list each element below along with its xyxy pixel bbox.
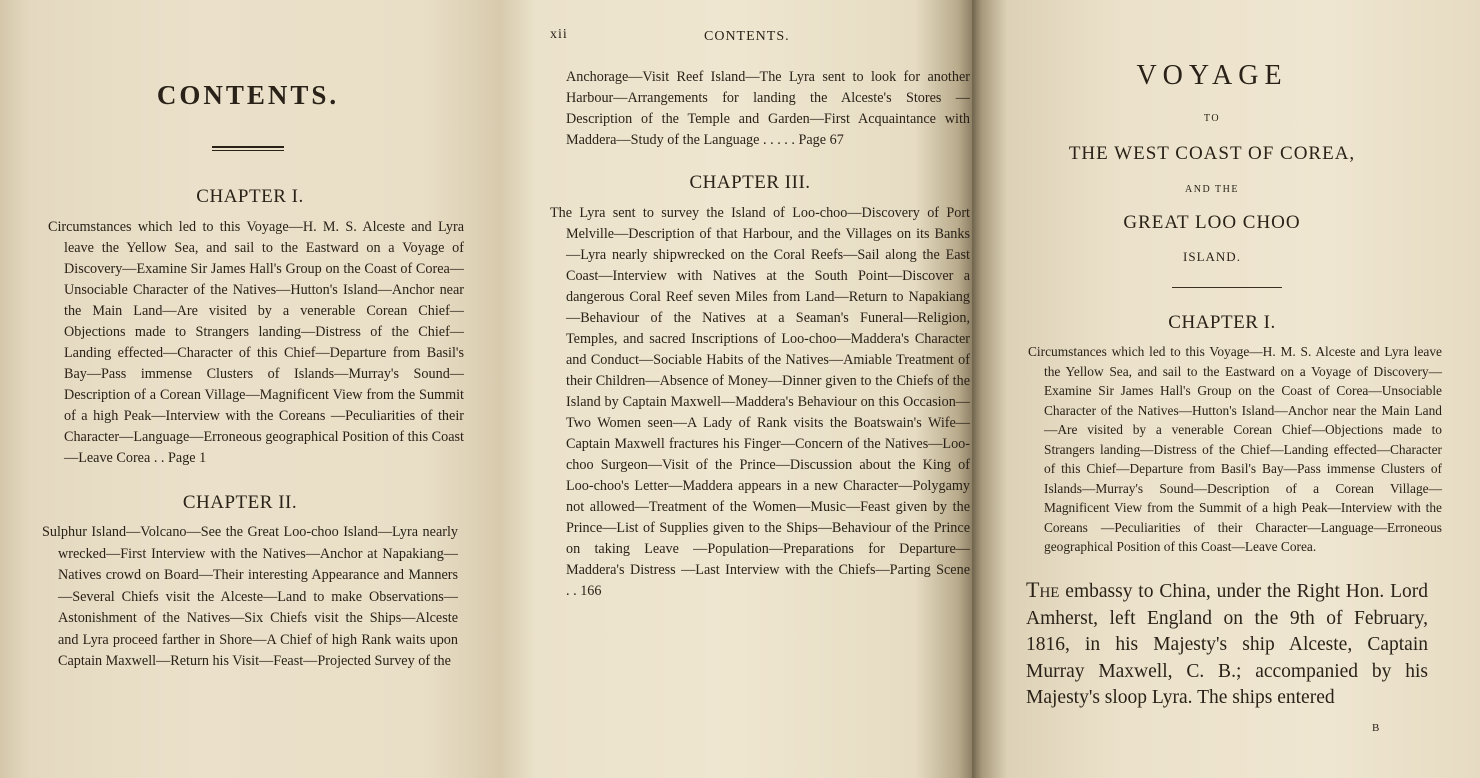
signature-mark: B xyxy=(1372,722,1380,734)
chapter-1-synopsis xyxy=(48,217,464,469)
title-voyage: VOYAGE xyxy=(1136,60,1288,91)
right-page xyxy=(972,0,1480,778)
double-rule xyxy=(212,146,284,151)
chapter-3-synopsis-text: The Lyra sent to survey the Island of Loo-choo—Discovery of Port Melville—Description of that Harbour, and the Villages on its Banks—Lyra nearly shipwrecked on the Coral Reefs—Sail along the East Coast—Interview with Natives at the South Point—Discover a dangerous Coral Reef seven Miles from Land—Return to Napakiang—Behaviour of the Natives at a Seaman's Funeral—Religion, Temples, and sacred Inscriptions of Loo-choo—Maddera's Character and Conduct—Sociable Habits of the Natives—Amiable Treatment of their Children—Absence of Money—Dinner given to the Chiefs of the Island by Captain Maxwell—Maddera's Behaviour on this Occasion—Two Women seen—A Lady of Rank visits the Boatswain's Wife—Captain Maxwell fractures his Finger—Concern of the Natives—Loo-choo Surgeon—Visit of the Prince—Discussion about the King of Loo-choo's Letter—Maddera appears in a new Character—Polygamy not allowed—Treatment of the Women—Music—Feast given by the Prince—List of Supplies given to the Ships—Behaviour of the Prince on taking Leave —Population—Preparations for Departure—Maddera's Distress —Last Interview with the Chiefs—Parting Scene xyxy=(550,205,970,578)
chapter-1-title: CHAPTER I. xyxy=(196,186,304,207)
body-text xyxy=(1026,577,1428,712)
running-head: CONTENTS. xyxy=(704,29,790,44)
chapter-2-title: CHAPTER II. xyxy=(182,492,298,513)
body-rest: embassy to China, under the Right Hon. Lord Amherst, left England on the 9th of February, 1816, in his Majesty's ship Alceste, Captain Murray Maxwell, C. B.; accompanied by his Majesty's sloop Lyra. The ships entered xyxy=(1026,581,1429,708)
left-page xyxy=(0,0,498,778)
title-west-coast: THE WEST COAST OF COREA, xyxy=(1068,143,1356,164)
page-number: xii xyxy=(550,27,568,42)
chapter-1-synopsis-text: Circumstances which led to this Voyage—H. M. S. Alceste and Lyra leave the Yellow Sea, and sail to the Eastward on a Voyage of Discovery—Examine Sir James Hall's Group on the Coast of Corea—Unsociable Character of the Natives—Hutton's Island—Anchor near the Main Land—Are visited by a venerable Corean Chief—Objections made to Strangers landing—Distress of the Chief—Landing effected—Character of this Chief—Departure from Basil's Bay—Pass immense Clusters of Islands—Murray's Sound—Description of a Corean Village—Magnificent View from the Summit of a high Peak—Interview with the Coreans —Peculiarities of their Character—Language—Erroneous geographical Position of this Coast—Leave Corea xyxy=(48,219,464,466)
title-to: TO xyxy=(1203,113,1221,124)
title-rule xyxy=(1172,287,1282,288)
contents-heading: CONTENTS. xyxy=(156,80,340,110)
chapter-3-synopsis xyxy=(550,203,970,602)
chapter-3-title: CHAPTER III. xyxy=(689,172,811,193)
chapter-title: CHAPTER I. xyxy=(1168,312,1276,333)
continuation-page-ref: . . . . . Page 67 xyxy=(763,132,844,148)
continuation-text: Anchorage—Visit Reef Island—The Lyra sent to look for another Harbour—Arrangements for landing the Alceste's Stores —Description of the Temple and Garden—First Acquaintance with Maddera—Study of the Language xyxy=(566,69,970,148)
body-first-word: The xyxy=(1026,577,1060,602)
title-island: ISLAND. xyxy=(1183,249,1241,264)
title-and-the: AND THE xyxy=(1185,184,1239,195)
chapter-synopsis: Circumstances which led to this Voyage—H. M. S. Alceste and Lyra leave the Yellow Sea, and sail to the Eastward on a Voyage of Discovery—Examine Sir James Hall's Group on the Coast of Corea—Unsociable Character of the Natives—Hutton's Island—Anchor near the Main Land—Are visited by a venerable Corean Chief—Objections made to Strangers landing—Distress of the Chief—Landing effected—Character of this Chief—Departure from Basil's Bay—Pass immense Clusters of Islands—Murray's Sound—Description of a Corean Village—Magnificent View from the Summit of a high Peak—Interview with the Coreans —Peculiarities of their Character—Language—Erroneous geographical Position of this Coast—Leave Corea. xyxy=(1028,344,1442,554)
title-great-loo-choo: GREAT LOO CHOO xyxy=(1123,212,1301,233)
continuation-synopsis xyxy=(550,67,970,151)
chapter-2-synopsis: Sulphur Island—Volcano—See the Great Loo-choo Island—Lyra nearly wrecked—First Interview with the Natives—Anchor at Napakiang—Natives crowd on Board—Their interesting Appearance and Manners—Several Chiefs visit the Alceste—Land to make Observations—Astonishment of the Natives—Six Chiefs visit the Ships—Alceste and Lyra proceed farther in Shore—A Chief of high Rank waits upon Captain Maxwell—Return his Visit—Feast—Projected Survey of the xyxy=(42,524,458,669)
middle-page xyxy=(498,0,972,778)
chapter-3-page-ref: . . 166 xyxy=(566,583,602,599)
chapter-1-page-ref: . . Page 1 xyxy=(153,450,207,466)
